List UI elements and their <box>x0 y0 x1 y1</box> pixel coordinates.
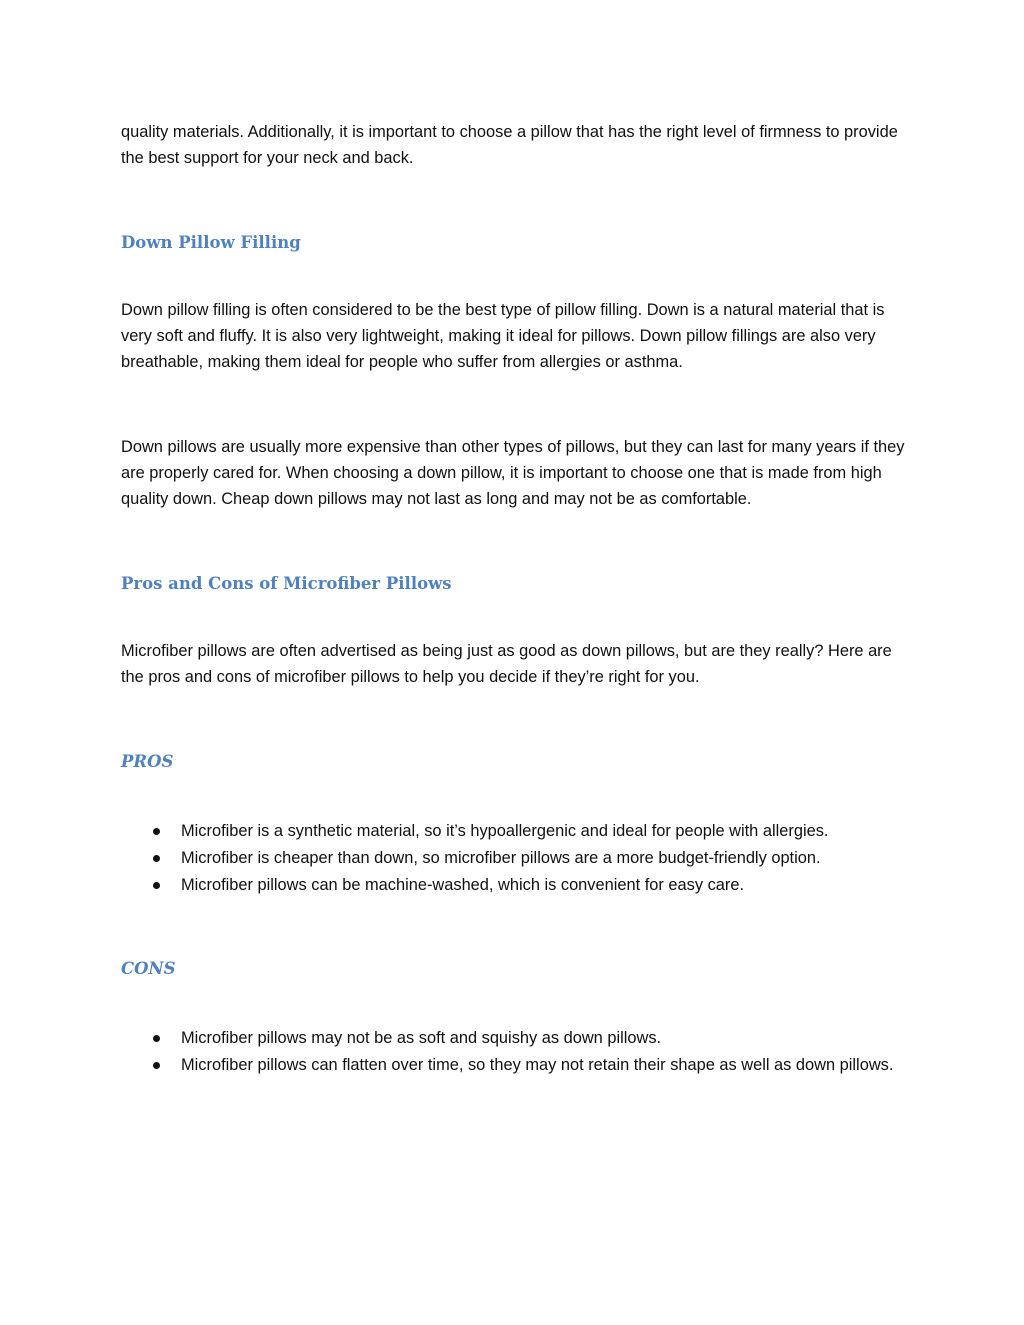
pros-list <box>121 818 906 898</box>
bullet-icon <box>153 828 160 835</box>
list-item <box>121 1052 906 1078</box>
list-item <box>121 818 906 844</box>
cons-item-text: Microfiber pillows can flatten over time, so they may not retain their shape as well as down pillows. <box>181 1056 894 1074</box>
microfiber-heading: Pros and Cons of Microfiber Pillows <box>121 574 452 593</box>
down-paragraph-2-block <box>121 434 906 512</box>
list-item <box>121 872 906 898</box>
bullet-icon <box>153 882 160 889</box>
down-paragraph-1-block <box>121 297 906 375</box>
pros-list-block <box>121 818 906 899</box>
bullet-icon <box>153 855 160 862</box>
intro-section <box>121 119 906 171</box>
down-paragraph-2: Down pillows are usually more expensive than other types of pillows, but they can last for many years if they are properly cared for. When choosing a down pillow, it is important to choose one that is made from high quality down. Cheap down pillows may not last as long and may not be as comfortable. <box>121 438 905 508</box>
microfiber-paragraph-block <box>121 638 906 690</box>
cons-item-text: Microfiber pillows may not be as soft and squishy as down pillows. <box>181 1029 662 1047</box>
microfiber-heading-block <box>121 573 906 595</box>
cons-heading: CONS <box>121 959 176 978</box>
pros-item-text: Microfiber pillows can be machine-washed, which is convenient for easy care. <box>181 876 745 894</box>
list-item <box>121 1025 906 1051</box>
intro-paragraph: quality materials. Additionally, it is important to choose a pillow that has the right level of firmness to provide the best support for your neck and back. <box>121 123 898 167</box>
microfiber-paragraph: Microfiber pillows are often advertised as being just as good as down pillows, but are they really? Here are the pros and cons of microfiber pillows to help you decide if they’re right for you. <box>121 642 892 686</box>
cons-list-block <box>121 1025 906 1079</box>
pros-item-text: Microfiber is a synthetic material, so it’s hypoallergenic and ideal for people with allergies. <box>181 822 829 840</box>
down-heading-block <box>121 232 906 254</box>
cons-heading-block <box>121 958 906 980</box>
down-pillow-heading: Down Pillow Filling <box>121 233 301 252</box>
cons-list <box>121 1025 906 1078</box>
bullet-icon <box>153 1062 160 1069</box>
bullet-icon <box>153 1035 160 1042</box>
pros-heading: PROS <box>121 752 174 771</box>
list-item <box>121 845 906 871</box>
pros-heading-block <box>121 751 906 773</box>
pros-item-text: Microfiber is cheaper than down, so microfiber pillows are a more budget-friendly option. <box>181 849 821 867</box>
down-paragraph-1: Down pillow filling is often considered to be the best type of pillow filling. Down is a natural material that is very soft and fluffy. It is also very lightweight, making it ideal for pillows. Down pillow fillings are also very breathable, making them ideal for people who suffer from allergies or asthma. <box>121 301 885 371</box>
